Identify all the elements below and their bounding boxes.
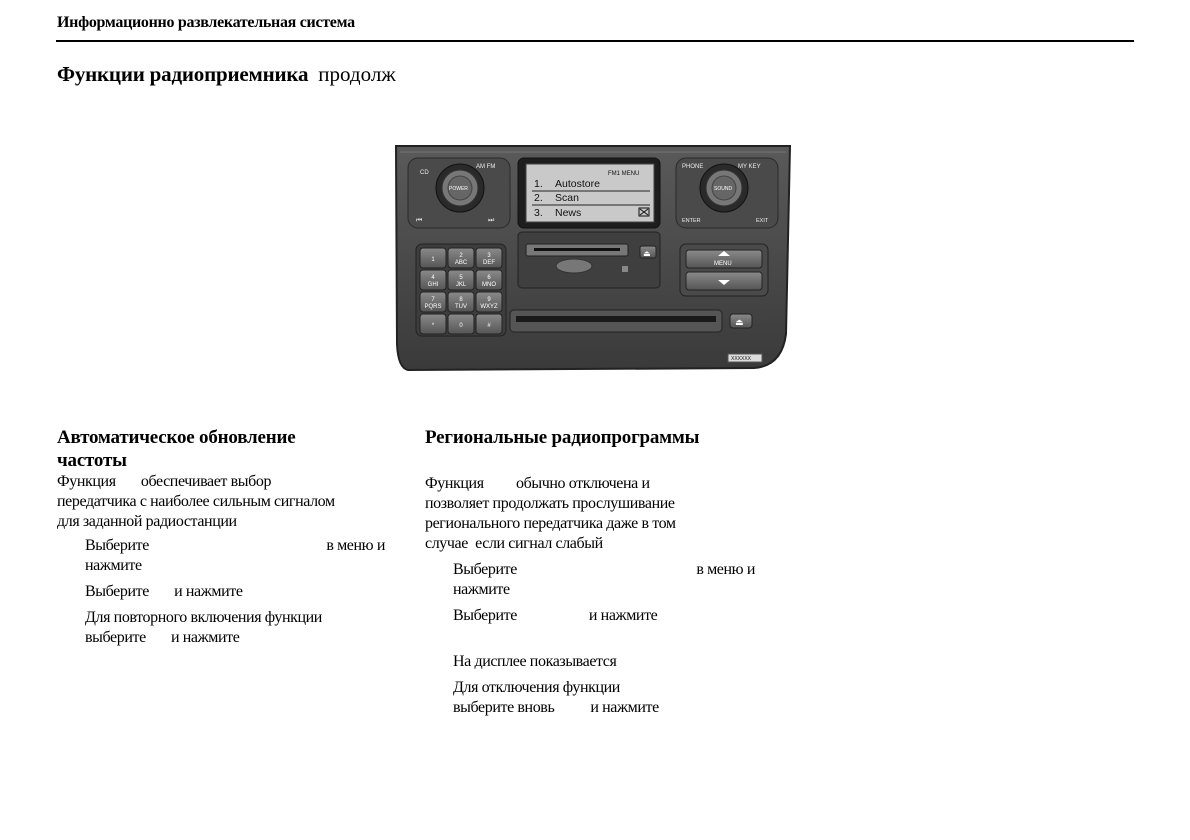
right-step-4 xyxy=(453,678,765,718)
left-intro-line-2: передатчика с наиболее сильным сигналом xyxy=(57,493,335,510)
sound-label: SOUND xyxy=(714,186,733,192)
keypad-key-label: 8 xyxy=(459,297,463,303)
page-title xyxy=(57,62,396,87)
left-intro-line-3: для заданной радиостанции xyxy=(57,513,237,530)
eject-icon: ⏏ xyxy=(643,249,651,258)
prev-icon: ⏮ xyxy=(416,216,423,224)
menu-item-num-2: 2. xyxy=(534,192,543,204)
left-column xyxy=(57,426,393,648)
left-step-1 xyxy=(85,536,385,576)
right-step-4-b: выберите вновь и нажмите xyxy=(453,699,659,716)
keypad-key-label: 1 xyxy=(431,257,435,263)
display-header: FM1 MENU xyxy=(608,171,640,177)
menu-item-num-1: 1. xyxy=(534,178,543,190)
keypad-key-label: 0 xyxy=(459,323,463,329)
right-intro-line-2: позволяет продолжать прослушивание xyxy=(425,495,675,512)
menu-item-label-2: Scan xyxy=(555,192,579,204)
keypad-key-label: DEF xyxy=(483,260,495,266)
right-step-1-b: в меню и xyxy=(696,561,755,578)
right-intro-line-3: регионального передатчика даже в том xyxy=(425,515,676,532)
right-step-4-a: Для отключения функции xyxy=(453,679,620,696)
left-step-1-c: нажмите xyxy=(85,557,142,574)
keypad-key-label: PQRS xyxy=(424,304,442,310)
keypad-key-label: WXYZ xyxy=(480,304,498,310)
header-rule xyxy=(56,40,1134,42)
left-step-1-a: Выберите xyxy=(85,537,149,554)
cd-slot xyxy=(516,316,716,322)
left-step-1-b: в меню и xyxy=(326,537,385,554)
keypad-key-label: 3 xyxy=(487,253,491,259)
next-icon: ⏭ xyxy=(488,216,495,224)
left-heading-line-1: Автоматическое обновление xyxy=(57,427,296,448)
menu-item-num-3: 3. xyxy=(534,207,543,219)
keypad-key-label: 7 xyxy=(431,297,435,303)
keypad-key-label: 2 xyxy=(459,253,463,259)
left-intro-line-1: Функция обеспечивает выбор xyxy=(57,473,272,490)
menu-item-label-1: Autostore xyxy=(555,178,600,190)
power-label: POWER xyxy=(449,186,468,192)
exit-label: EXIT xyxy=(756,218,769,224)
page-title-continued: продолж xyxy=(318,62,396,86)
mykey-label: MY KEY xyxy=(738,164,761,170)
keypad-key-label: MNO xyxy=(482,282,496,288)
right-step-2: Выберите и нажмите xyxy=(453,607,658,624)
left-heading-line-2: частоты xyxy=(57,450,127,471)
enter-label: ENTER xyxy=(682,218,701,224)
menu-item-label-3: News xyxy=(555,207,582,219)
right-heading: Региональные радиопрограммы xyxy=(425,427,700,448)
keypad-key-label: TUV xyxy=(455,304,467,310)
keypad-key-label: JKL xyxy=(455,282,467,288)
right-intro-line-4: случае если сигнал слабый xyxy=(425,535,603,552)
keypad-key-label: 5 xyxy=(459,275,463,281)
menu-label: MENU xyxy=(714,261,732,267)
keypad-key-label: 9 xyxy=(487,297,491,303)
radio-panel-illustration xyxy=(394,144,792,372)
keypad-key-label: 4 xyxy=(431,275,435,281)
running-header: Информационно развлекательная система xyxy=(57,14,355,31)
right-column xyxy=(425,426,765,718)
right-step-1-c: нажмите xyxy=(453,581,510,598)
card-slot xyxy=(534,248,620,251)
keypad-key-label: GHI xyxy=(427,282,439,288)
keypad-key-label: * xyxy=(431,323,435,329)
right-step-3: На дисплее показывается xyxy=(453,653,617,670)
right-step-1-a: Выберите xyxy=(453,561,517,578)
keypad-key-label: # xyxy=(487,323,491,329)
left-step-3 xyxy=(85,608,393,648)
cd-label: CD xyxy=(420,170,429,176)
phone-label: PHONE xyxy=(682,164,704,170)
right-intro-line-1: Функция обычно отключена и xyxy=(425,475,650,492)
keypad-key-label: ABC xyxy=(454,260,468,266)
left-step-3-a: Для повторного включения функции xyxy=(85,609,322,626)
amfm-label: AM FM xyxy=(476,164,496,170)
left-step-2: Выберите и нажмите xyxy=(85,583,243,600)
page-title-main: Функции радиоприемника xyxy=(57,62,309,86)
figure-id: XXXXXX xyxy=(731,356,752,362)
left-step-3-b: выберите и нажмите xyxy=(85,629,240,646)
cd-eject-icon: ⏏ xyxy=(735,317,744,327)
keypad-key-label: 6 xyxy=(487,275,491,281)
right-step-1 xyxy=(453,560,755,600)
